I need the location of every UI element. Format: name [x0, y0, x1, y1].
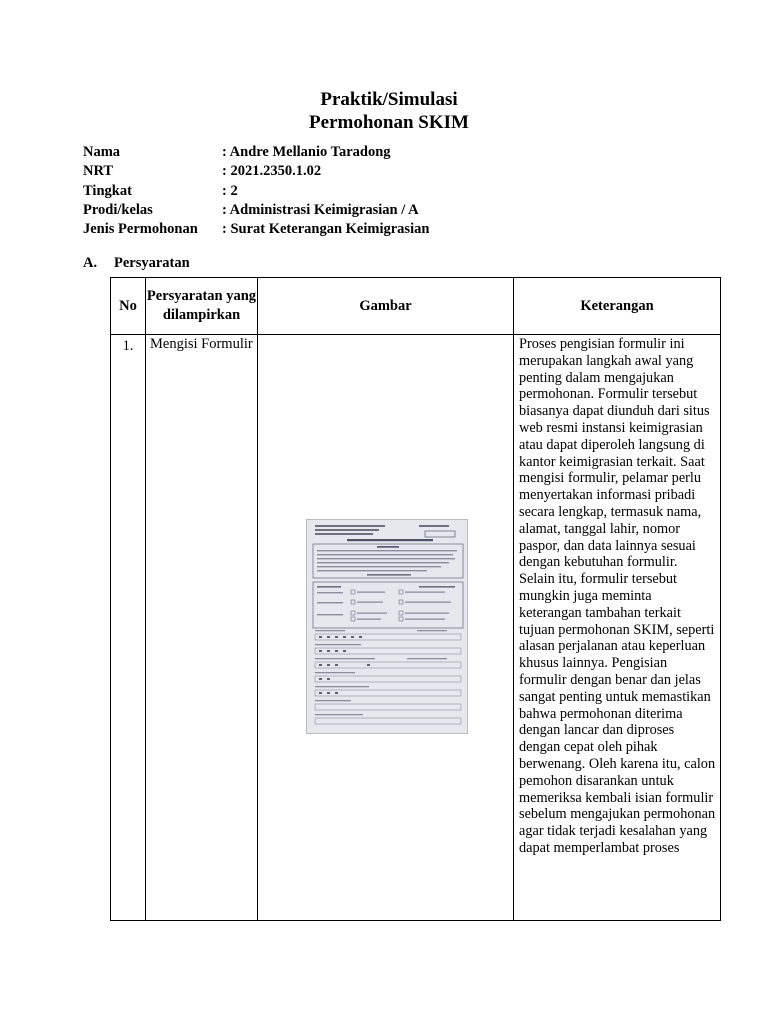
document-title — [0, 88, 768, 134]
header-note: Keterangan — [514, 278, 721, 335]
scanned-form-image — [306, 519, 468, 734]
row-requirement: Mengisi Formulir — [146, 335, 258, 921]
header-no: No — [111, 278, 146, 335]
info-value: : 2 — [222, 182, 238, 199]
row-note — [514, 335, 721, 921]
title-line-1: Praktik/Simulasi — [320, 89, 458, 110]
info-label: Prodi/kelas — [83, 201, 153, 218]
row-number: 1. — [111, 335, 146, 921]
requirements-table — [110, 277, 721, 921]
table-header-row — [111, 278, 721, 335]
form-image-drawing — [307, 520, 468, 734]
info-row-level — [83, 182, 429, 201]
info-label: NRT — [83, 163, 114, 180]
info-row-nrt — [83, 162, 429, 181]
section-heading — [83, 255, 190, 272]
info-value: : Surat Keterangan Keimigrasian — [222, 221, 430, 238]
info-value: : 2021.2350.1.02 — [222, 163, 322, 180]
section-letter: A. — [83, 255, 98, 271]
info-value: : Administrasi Keimigrasian / A — [222, 201, 419, 218]
row-image-cell — [258, 335, 514, 921]
info-label: Tingkat — [83, 182, 132, 199]
info-value: : Andre Mellanio Taradong — [222, 144, 391, 160]
header-image: Gambar — [258, 278, 514, 335]
table-row — [111, 335, 721, 921]
section-title: Persyaratan — [114, 255, 190, 271]
info-row-request-type — [83, 220, 429, 239]
title-line-2: Permohonan SKIM — [309, 112, 469, 133]
info-row-name — [83, 143, 429, 162]
info-label: Jenis Permohonan — [83, 221, 198, 238]
header-requirement: Persyaratan yang dilampirkan — [146, 278, 258, 335]
applicant-info — [83, 143, 429, 239]
row-note-text: Proses pengisian formulir ini merupakan langkah awal yang penting dalam mengajukan permohonan. Formulir tersebut biasanya dapat diunduh dari situs web resmi instansi keimigrasian atau dapat diperoleh langsung di kantor keimigrasian terkait. Saat mengisi formulir, pelamar perlu menyertakan informasi pribadi secara lengkap, termasuk nama, alamat, tanggal lahir, nomor paspor, dan data lainnya sesuai dengan kebutuhan formulir. Selain itu, formulir tersebut mungkin juga meminta keterangan tambahan terkait tujuan permohonan SKIM, seperti alasan perjalanan atau keperluan khusus lainnya. Pengisian formulir dengan benar dan jelas sangat penting untuk memastikan bahwa permohonan diterima dengan lancar dan diproses dengan cepat oleh pihak berwenang. Oleh karena itu, calon pemohon disarankan untuk memeriksa kembali isian formulir sebelum mengajukan permohonan agar tidak terjadi kesalahan yang dapat memperlambat proses — [519, 336, 716, 856]
info-row-program — [83, 201, 429, 220]
info-label: Nama — [83, 144, 121, 160]
